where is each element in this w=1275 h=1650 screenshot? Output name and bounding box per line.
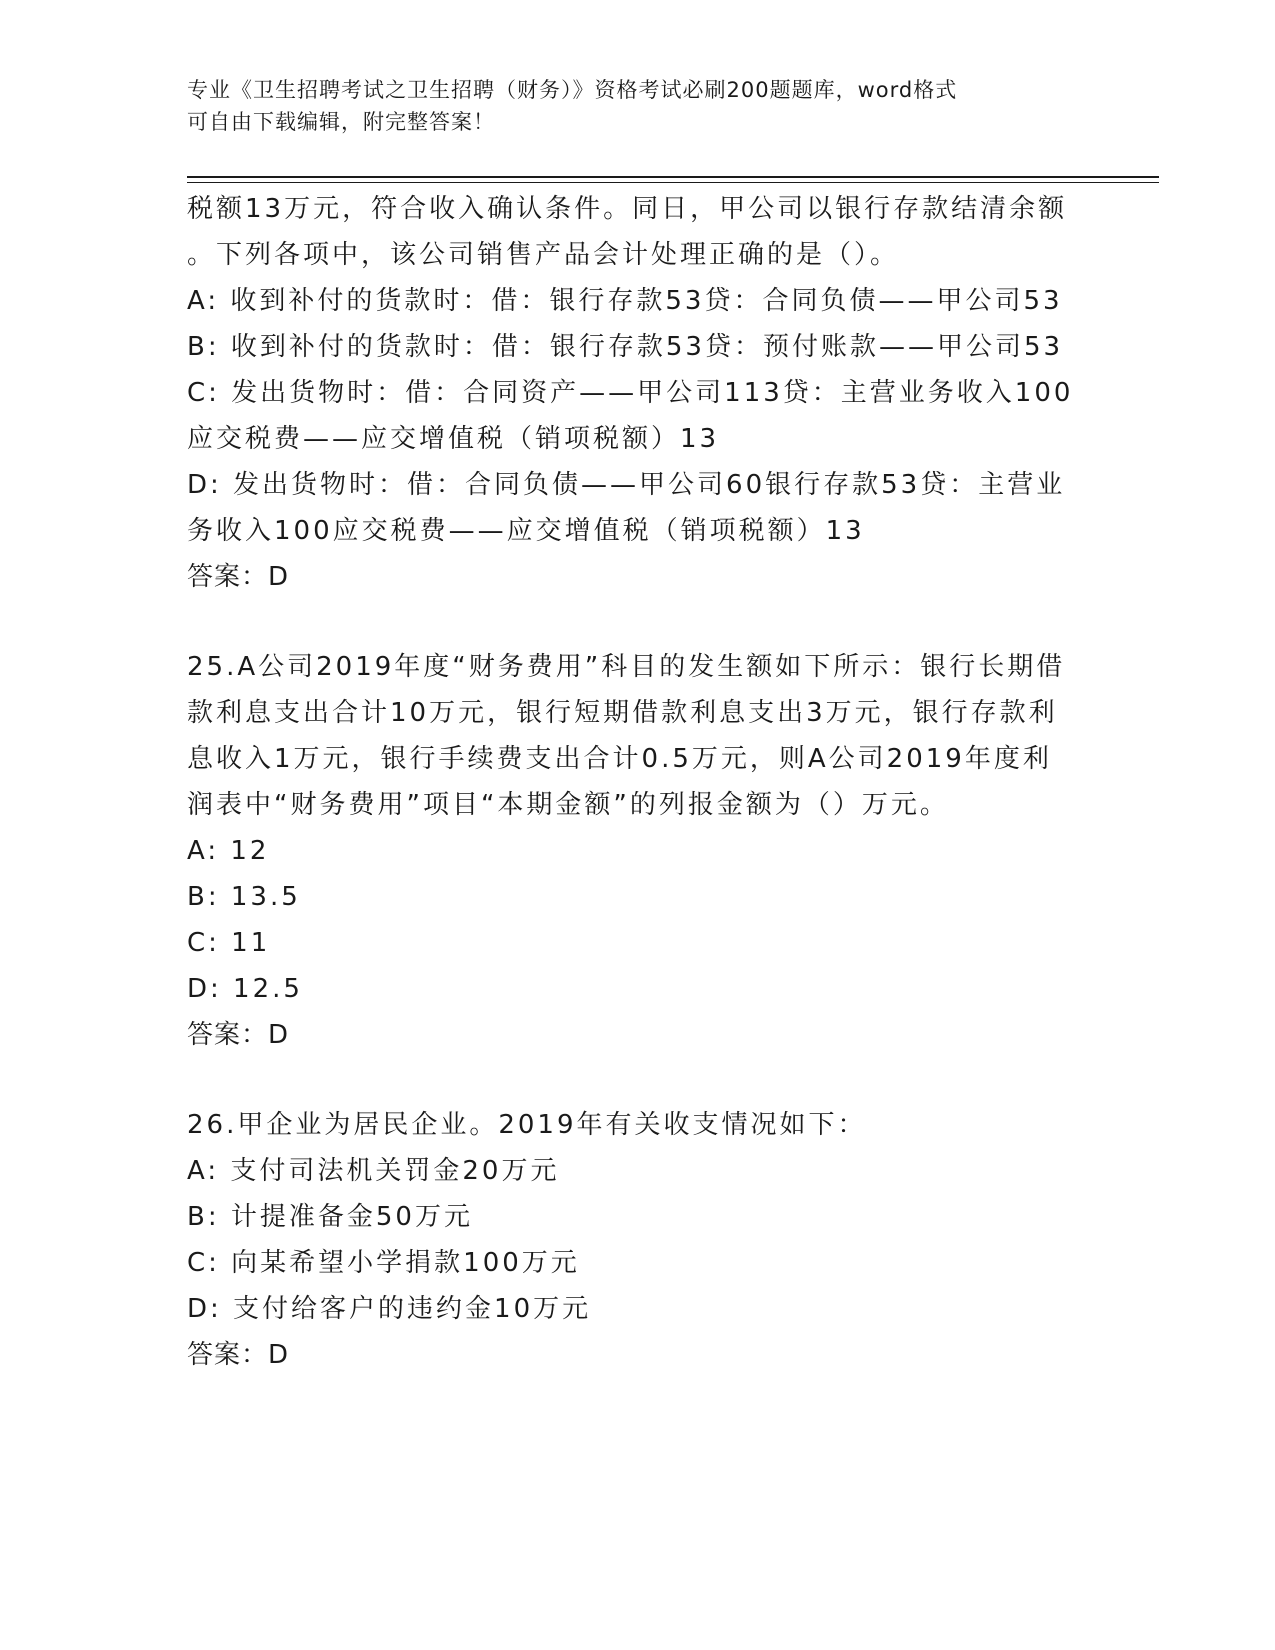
option-c: C: 向某希望小学捐款100万元 bbox=[187, 1248, 580, 1278]
option-b: B: 13.5 bbox=[187, 882, 301, 912]
header-title-line-2: 可自由下载编辑，附完整答案！ bbox=[187, 110, 495, 134]
question-text-line: 润表中“财务费用”项目“本期金额”的列报金额为（）万元。 bbox=[187, 790, 949, 820]
question-text-line: 款利息支出合计10万元，银行短期借款利息支出3万元，银行存款利 bbox=[187, 698, 1058, 728]
option-c-continued: 应交税费——应交增值税（销项税额）13 bbox=[187, 424, 720, 454]
question-25 bbox=[187, 644, 1087, 1058]
question-gap bbox=[187, 600, 1087, 644]
header-title-line-1: 专业《卫生招聘考试之卫生招聘（财务）》资格考试必刷200题题库，word格式 bbox=[187, 78, 958, 102]
question-24-continued bbox=[187, 186, 1087, 600]
document-body bbox=[187, 186, 1087, 1378]
document-header bbox=[187, 74, 1087, 138]
question-text-line: 税额13万元，符合收入确认条件。同日，甲公司以银行存款结清余额 bbox=[187, 194, 1068, 224]
header-divider bbox=[187, 176, 1159, 183]
option-b: B: 计提准备金50万元 bbox=[187, 1202, 473, 1232]
option-a: A: 支付司法机关罚金20万元 bbox=[187, 1156, 560, 1186]
option-a: A: 12 bbox=[187, 836, 270, 866]
answer-label: 答案：D bbox=[187, 562, 290, 592]
answer-label: 答案：D bbox=[187, 1020, 290, 1050]
option-d: D: 发出货物时：借：合同负债——甲公司60银行存款53贷：主营业 bbox=[187, 470, 1066, 500]
option-a: A: 收到补付的货款时：借：银行存款53贷：合同负债——甲公司53 bbox=[187, 286, 1063, 316]
question-26 bbox=[187, 1102, 1087, 1378]
question-text-line: 息收入1万元，银行手续费支出合计0.5万元，则A公司2019年度利 bbox=[187, 744, 1052, 774]
option-b: B: 收到补付的货款时：借：银行存款53贷：预付账款——甲公司53 bbox=[187, 332, 1064, 362]
option-c: C: 发出货物时：借：合同资产——甲公司113贷：主营业务收入100 bbox=[187, 378, 1074, 408]
question-text-line: 26.甲企业为居民企业。2019年有关收支情况如下： bbox=[187, 1110, 867, 1140]
question-text-line: 。下列各项中，该公司销售产品会计处理正确的是（）。 bbox=[187, 240, 900, 270]
option-c: C: 11 bbox=[187, 928, 271, 958]
answer-label: 答案：D bbox=[187, 1340, 290, 1370]
option-d-continued: 务收入100应交税费——应交增值税（销项税额）13 bbox=[187, 516, 865, 546]
option-d: D: 支付给客户的违约金10万元 bbox=[187, 1294, 592, 1324]
option-d: D: 12.5 bbox=[187, 974, 303, 1004]
question-text-line: 25.A公司2019年度“财务费用”科目的发生额如下所示：银行长期借 bbox=[187, 652, 1066, 682]
question-gap bbox=[187, 1058, 1087, 1102]
